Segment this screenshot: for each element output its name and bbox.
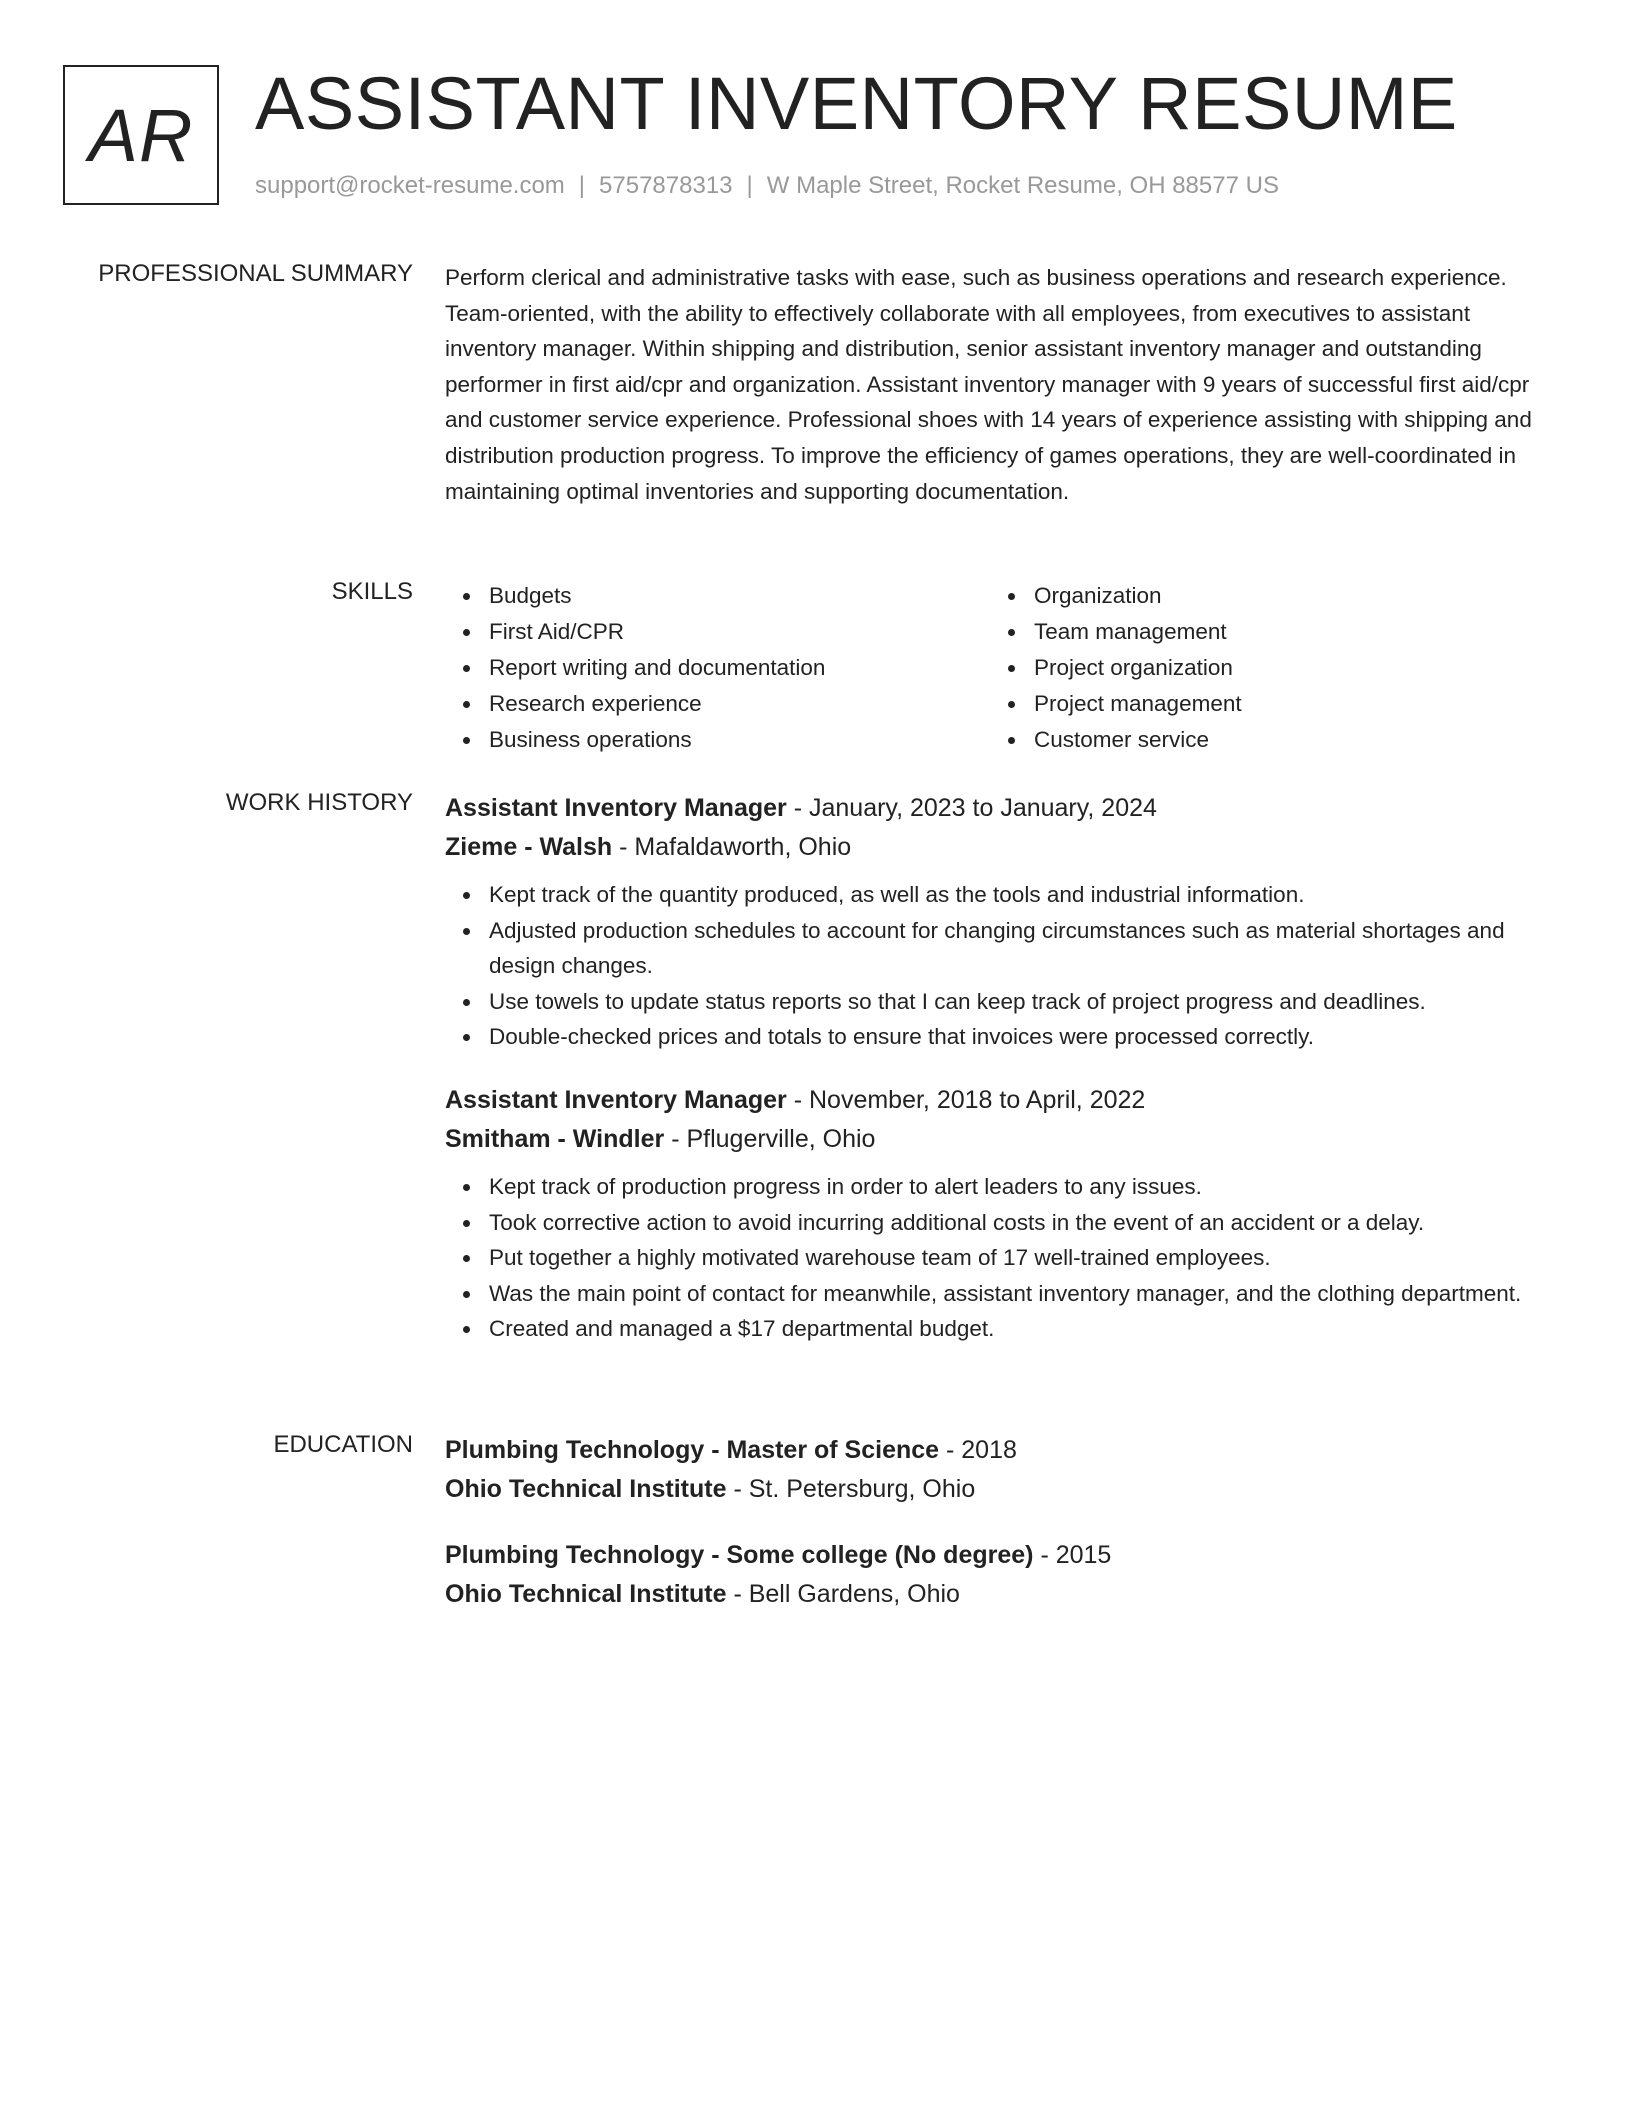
skill-item: Team management xyxy=(1034,614,1535,650)
skills-list-left xyxy=(445,578,990,758)
school-name: Ohio Technical Institute xyxy=(445,1475,727,1503)
education-entry xyxy=(445,1431,1535,1509)
job-dates: - January, 2023 to January, 2024 xyxy=(786,794,1157,822)
job-bullet: Double-checked prices and totals to ensure that invoices were processed correctly. xyxy=(489,1019,1535,1055)
contact-address: W Maple Street, Rocket Resume, OH 88577 US xyxy=(766,172,1279,199)
skill-item: First Aid/CPR xyxy=(489,614,990,650)
section-heading-summary: PROFESSIONAL SUMMARY xyxy=(98,260,413,287)
school-name: Ohio Technical Institute xyxy=(445,1580,727,1608)
resume-header xyxy=(63,62,1563,210)
job-bullet: Was the main point of contact for meanwhile, assistant inventory manager, and the clothing department. xyxy=(489,1276,1535,1312)
job-bullet: Took corrective action to avoid incurring additional costs in the event of an accident or a delay. xyxy=(489,1205,1535,1241)
degree-line xyxy=(445,1431,1535,1469)
job-bullets xyxy=(445,877,1535,1055)
job-bullets xyxy=(445,1169,1535,1347)
section-heading-skills: SKILLS xyxy=(331,578,413,605)
degree: Plumbing Technology - Master of Science xyxy=(445,1436,940,1464)
monogram-box: AR xyxy=(63,65,219,205)
company-line xyxy=(445,827,1535,867)
company-line xyxy=(445,1119,1535,1159)
section-heading-education: EDUCATION xyxy=(273,1431,413,1458)
degree-year: - 2018 xyxy=(939,1436,1017,1464)
school-line xyxy=(445,1574,1535,1614)
skill-item: Business operations xyxy=(489,722,990,758)
job-bullet: Created and managed a $17 departmental budget. xyxy=(489,1311,1535,1347)
skill-item: Research experience xyxy=(489,686,990,722)
company-location: - Pflugerville, Ohio xyxy=(664,1124,876,1153)
company-name: Zieme - Walsh xyxy=(445,833,613,861)
skill-item: Project organization xyxy=(1034,650,1535,686)
skill-item: Project management xyxy=(1034,686,1535,722)
resume-title: ASSISTANT INVENTORY RESUME xyxy=(255,62,1458,145)
school-line xyxy=(445,1469,1535,1509)
job-title: Assistant Inventory Manager xyxy=(445,794,787,822)
contact-separator: | xyxy=(746,172,753,199)
section-heading-work: WORK HISTORY xyxy=(225,789,413,816)
contact-line xyxy=(255,172,1279,200)
skill-item: Budgets xyxy=(489,578,990,614)
degree-year: - 2015 xyxy=(1033,1541,1112,1569)
job-bullet: Kept track of the quantity produced, as well as the tools and industrial information. xyxy=(489,877,1535,913)
job-bullet: Use towels to update status reports so that I can keep track of project progress and deadlines. xyxy=(489,984,1535,1020)
degree: Plumbing Technology - Some college (No degree) xyxy=(445,1541,1034,1569)
job-entry xyxy=(445,789,1535,1055)
job-title-line xyxy=(445,1081,1535,1119)
school-location: - St. Petersburg, Ohio xyxy=(726,1475,976,1503)
job-title: Assistant Inventory Manager xyxy=(445,1085,787,1114)
school-location: - Bell Gardens, Ohio xyxy=(726,1580,960,1608)
company-location: - Mafaldaworth, Ohio xyxy=(612,833,852,861)
skill-item: Customer service xyxy=(1034,722,1535,758)
skill-item: Report writing and documentation xyxy=(489,650,990,686)
contact-separator: | xyxy=(578,172,586,199)
skill-item: Organization xyxy=(1034,578,1535,614)
job-bullet: Kept track of production progress in order to alert leaders to any issues. xyxy=(489,1169,1535,1205)
job-title-line xyxy=(445,789,1535,827)
skills-list-right xyxy=(990,578,1535,758)
education-entry xyxy=(445,1536,1535,1614)
company-name: Smitham - Windler xyxy=(445,1124,665,1153)
job-dates: - November, 2018 to April, 2022 xyxy=(786,1085,1146,1114)
degree-line xyxy=(445,1536,1535,1574)
contact-phone[interactable]: 5757878313 xyxy=(599,172,733,199)
summary-paragraph: Perform clerical and administrative tasks with ease, such as business operations and research experience. Team-oriented, with the ability to effectively collaborate with all employees, from executives to assistant inventory manager. Within shipping and distribution, senior assistant inventory manager and outstanding performer in first aid/cpr and organization. Assistant inventory manager with 9 years of successful first aid/cpr and customer service experience. Professional shoes with 14 years of experience assisting with shipping and distribution production progress. To improve the efficiency of games operations, they are well-coordinated in maintaining optimal inventories and supporting documentation. xyxy=(445,265,1532,504)
contact-email[interactable]: support@rocket-resume.com xyxy=(255,172,565,199)
job-bullet: Adjusted production schedules to account for changing circumstances such as material shortages and design changes. xyxy=(489,913,1535,984)
job-bullet: Put together a highly motivated warehouse team of 17 well-trained employees. xyxy=(489,1240,1535,1276)
job-entry xyxy=(445,1081,1535,1347)
